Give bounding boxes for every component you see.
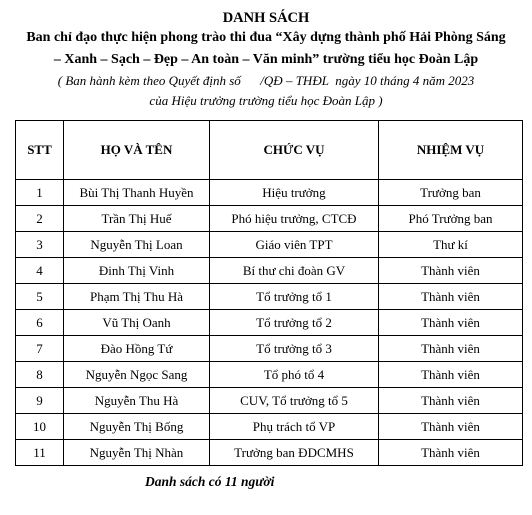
cell-name: Đào Hồng Tứ [64, 336, 210, 362]
cell-name: Nguyễn Ngọc Sang [64, 362, 210, 388]
cell-role: Tổ trưởng tổ 2 [210, 310, 379, 336]
cell-task: Thành viên [379, 440, 523, 466]
table-body [16, 180, 523, 466]
cell-task: Thành viên [379, 284, 523, 310]
cell-name: Nguyễn Thu Hà [64, 388, 210, 414]
cell-task: Thành viên [379, 258, 523, 284]
cell-task: Thành viên [379, 310, 523, 336]
cell-role: Phó hiệu trưởng, CTCĐ [210, 206, 379, 232]
cell-name: Bùi Thị Thanh Huyền [64, 180, 210, 206]
cell-role: Bí thư chi đoàn GV [210, 258, 379, 284]
table-row [16, 284, 523, 310]
cell-stt: 7 [16, 336, 64, 362]
cell-role: CUV, Tổ trưởng tổ 5 [210, 388, 379, 414]
column-header-stt: STT [16, 121, 64, 180]
cell-name: Nguyễn Thị Bống [64, 414, 210, 440]
cell-task: Thành viên [379, 362, 523, 388]
cell-role: Tổ trưởng tổ 3 [210, 336, 379, 362]
cell-task: Thành viên [379, 336, 523, 362]
cell-role: Tổ trưởng tổ 1 [210, 284, 379, 310]
cell-name: Đinh Thị Vinh [64, 258, 210, 284]
document-title: DANH SÁCH [222, 10, 310, 26]
table-row [16, 336, 523, 362]
cell-stt: 5 [16, 284, 64, 310]
table-row [16, 258, 523, 284]
table-row [16, 206, 523, 232]
cell-stt: 2 [16, 206, 64, 232]
cell-task: Trưởng ban [379, 180, 523, 206]
table-header-row [16, 121, 523, 180]
document-subtitle-line1: Ban chỉ đạo thực hiện phong trào thi đua “Xây dựng thành phố Hải Phòng Sáng [26, 30, 506, 45]
cell-stt: 9 [16, 388, 64, 414]
cell-stt: 1 [16, 180, 64, 206]
table-row [16, 232, 523, 258]
cell-name: Trần Thị Huế [64, 206, 210, 232]
cell-stt: 8 [16, 362, 64, 388]
cell-name: Phạm Thị Thu Hà [64, 284, 210, 310]
cell-role: Tổ phó tổ 4 [210, 362, 379, 388]
cell-role: Phụ trách tổ VP [210, 414, 379, 440]
cell-stt: 11 [16, 440, 64, 466]
cell-task: Thành viên [379, 414, 523, 440]
cell-stt: 4 [16, 258, 64, 284]
table-row [16, 414, 523, 440]
decision-reference-line1: ( Ban hành kèm theo Quyết định số /QĐ – THĐL ngày 10 tháng 4 năm 2023 [57, 73, 475, 88]
table-row [16, 440, 523, 466]
cell-task: Thư kí [379, 232, 523, 258]
table-row [16, 388, 523, 414]
cell-task: Phó Trưởng ban [379, 206, 523, 232]
table-row [16, 362, 523, 388]
cell-stt: 3 [16, 232, 64, 258]
table-row [16, 310, 523, 336]
decision-reference-line2: của Hiệu trưởng trường tiểu học Đoàn Lập ) [149, 93, 383, 108]
committee-roster-table [15, 120, 523, 466]
table-row [16, 180, 523, 206]
cell-name: Nguyễn Thị Loan [64, 232, 210, 258]
cell-stt: 6 [16, 310, 64, 336]
cell-name: Nguyễn Thị Nhàn [64, 440, 210, 466]
column-header-task: NHIỆM VỤ [379, 121, 523, 180]
column-header-role: CHỨC VỤ [210, 121, 379, 180]
cell-name: Vũ Thị Oanh [64, 310, 210, 336]
member-count-note: Danh sách có 11 người [145, 474, 275, 489]
document-subtitle-line2: – Xanh – Sạch – Đẹp – An toàn – Văn minh” trường tiểu học Đoàn Lập [53, 52, 479, 67]
cell-role: Hiệu trưởng [210, 180, 379, 206]
cell-role: Trưởng ban ĐDCMHS [210, 440, 379, 466]
cell-role: Giáo viên TPT [210, 232, 379, 258]
cell-task: Thành viên [379, 388, 523, 414]
cell-stt: 10 [16, 414, 64, 440]
column-header-name: HỌ VÀ TÊN [64, 121, 210, 180]
